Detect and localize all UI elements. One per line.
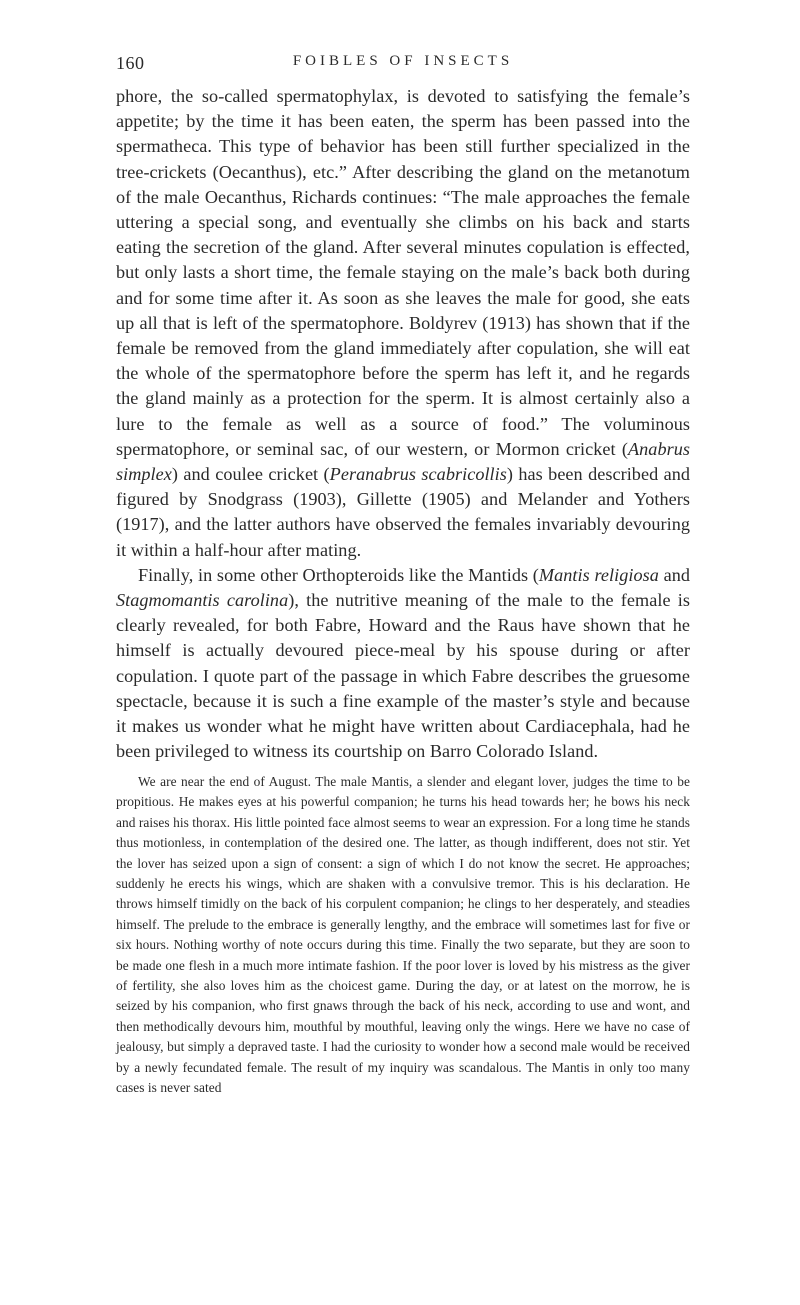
text-run: ) has been described and figured by Snodgrass (1903), Gillette (1905) and Melander and Yothers (1917), and the latter authors have observed the females invariably devouring it within a half-hour after mating. — [116, 464, 691, 560]
body-text — [116, 84, 690, 764]
text-run: ) and coulee cricket ( — [171, 464, 330, 485]
text-run: ), the nutritive meaning of the male to the female is clearly revealed, for both Fabre, Howard and the Raus have shown that he himself is actually devoured piece-meal by his spouse during or after copulation. I quote part of the passage in which Fabre describes the gruesome spectacle, because it is such a fine example of the master’s style and because it makes us wonder what he might have written about Cardiacephala, had he been privileged to witness its courtship on Barro Colorado Island. — [116, 590, 691, 762]
paragraph-1 — [116, 84, 690, 563]
species-name-peranabrus: Peranabrus scabricollis — [329, 464, 507, 485]
species-name-anabrus: Anabrus simplex — [116, 438, 690, 485]
species-name-stagmomantis: Stagmomantis carolina — [116, 590, 289, 611]
page-header — [116, 53, 690, 77]
page-number: 160 — [116, 53, 145, 73]
text-run: phore, the so-called spermatophylax, is devoted to satisfying the female’s appetite; by the time it has been eaten, the sperm has been passed into the spermatheca. This type of behavior has been still further specialized in the tree-crickets (Oecanthus), etc.” After describing the gland on the metanotum of the male Oecanthus, Richards continues: “The male approaches the female uttering a special song, and eventually she climbs on his back and starts eating the secretion of the gland. After several minutes copulation is effected, but only lasts a short time, the female staying on the male’s back both during and for some time after it. As soon as she leaves the male for good, she eats up all that is left of the spermatophore. Boldyrev (1913) has shown that if the female be removed from the gland immediately after copulation, she will eat the whole of the spermatophore before the sperm has left it, and he regards the gland mainly as a protection for the sperm. It is almost certainly also a lure to the female as well as a source of food.” The voluminous spermatophore, or seminal sac, of our western, or Mormon cricket ( — [116, 86, 690, 459]
paragraph-2 — [116, 563, 690, 765]
text-run: Finally, in some other Orthopteroids like the Mantids ( — [138, 564, 539, 585]
quote-paragraph: We are near the end of August. The male Mantis, a slender and elegant lover, judges the time to be propitious. He makes eyes at his powerful companion; he turns his head towards her; he bows his neck and raises his thorax. His little pointed face almost seems to wear an expression. For a long time he stands thus motionless, in contemplation of the desired one. The latter, as though indifferent, does not stir. Yet the lover has seized upon a sign of consent: a sign of which I do not know the secret. He approaches; suddenly he erects his wings, which are shaken with a convulsive tremor. This is his declaration. He throws himself timidly on the back of his corpulent companion; he clings to her desperately, and steadies himself. The prelude to the embrace is generally lengthy, and the embrace will sometimes last for five or six hours. Nothing worthy of note occurs during this time. Finally the two separate, but they are soon to be made one flesh in a much more intimate fashion. If the poor lover is loved by his mistress as the giver of fertility, she also loves him as the choicest game. During the day, or at latest on the morrow, he is seized by his companion, who first gnaws through the back of his neck, according to use and wont, and then methodically devours him, mouthful by mouthful, leaving only the wings. Here we have no case of jealousy, but simply a depraved taste. I had the curiosity to wonder how a second male would be received by a newly fecundated female. The result of my inquiry was scandalous. The Mantis in only too many cases is never sated — [116, 774, 690, 1096]
species-name-mantis: Mantis religiosa — [538, 564, 659, 585]
text-run: and — [658, 564, 690, 585]
block-quote — [116, 772, 690, 1099]
running-head: FOIBLES OF INSECTS — [292, 53, 514, 69]
